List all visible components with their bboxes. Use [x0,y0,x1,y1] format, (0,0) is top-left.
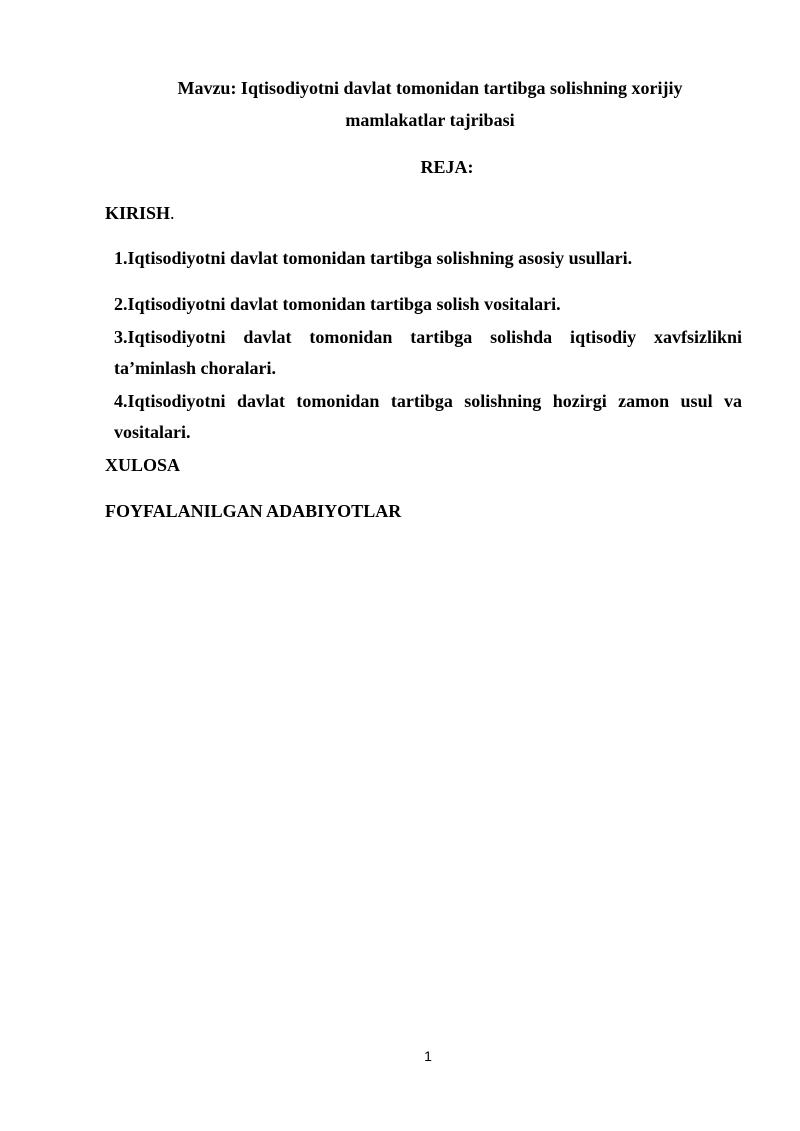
document-title [100,72,760,136]
conclusion-heading: XULOSA [105,455,181,475]
intro-label: KIRISH [105,203,171,223]
intro-heading [105,199,175,227]
references-heading: FOYFALANILGAN ADABIYOTLAR [105,501,402,521]
plan-item-3: 3.Iqtisodiyotni davlat tomonidan tartibga solishda iqtisodiy xavfsizlikni ta’minlash choralari. [114,327,742,378]
plan-heading: REJA: [420,157,474,177]
intro-punctuation: . [170,203,175,223]
plan-item-2: 2.Iqtisodiyotni davlat tomonidan tartibga solish vositalari. [114,294,561,314]
plan-item-4: 4.Iqtisodiyotni davlat tomonidan tartibga solishning hozirgi zamon usul va vositalari. [114,391,742,442]
page-number: 1 [424,1048,432,1064]
title-line-1: Mavzu: Iqtisodiyotni davlat tomonidan tartibga solishning xorijiy [177,78,683,98]
plan-item-1: 1.Iqtisodiyotni davlat tomonidan tartibga solishning asosiy usullari. [114,248,633,268]
title-line-2: mamlakatlar tajribasi [345,110,515,130]
